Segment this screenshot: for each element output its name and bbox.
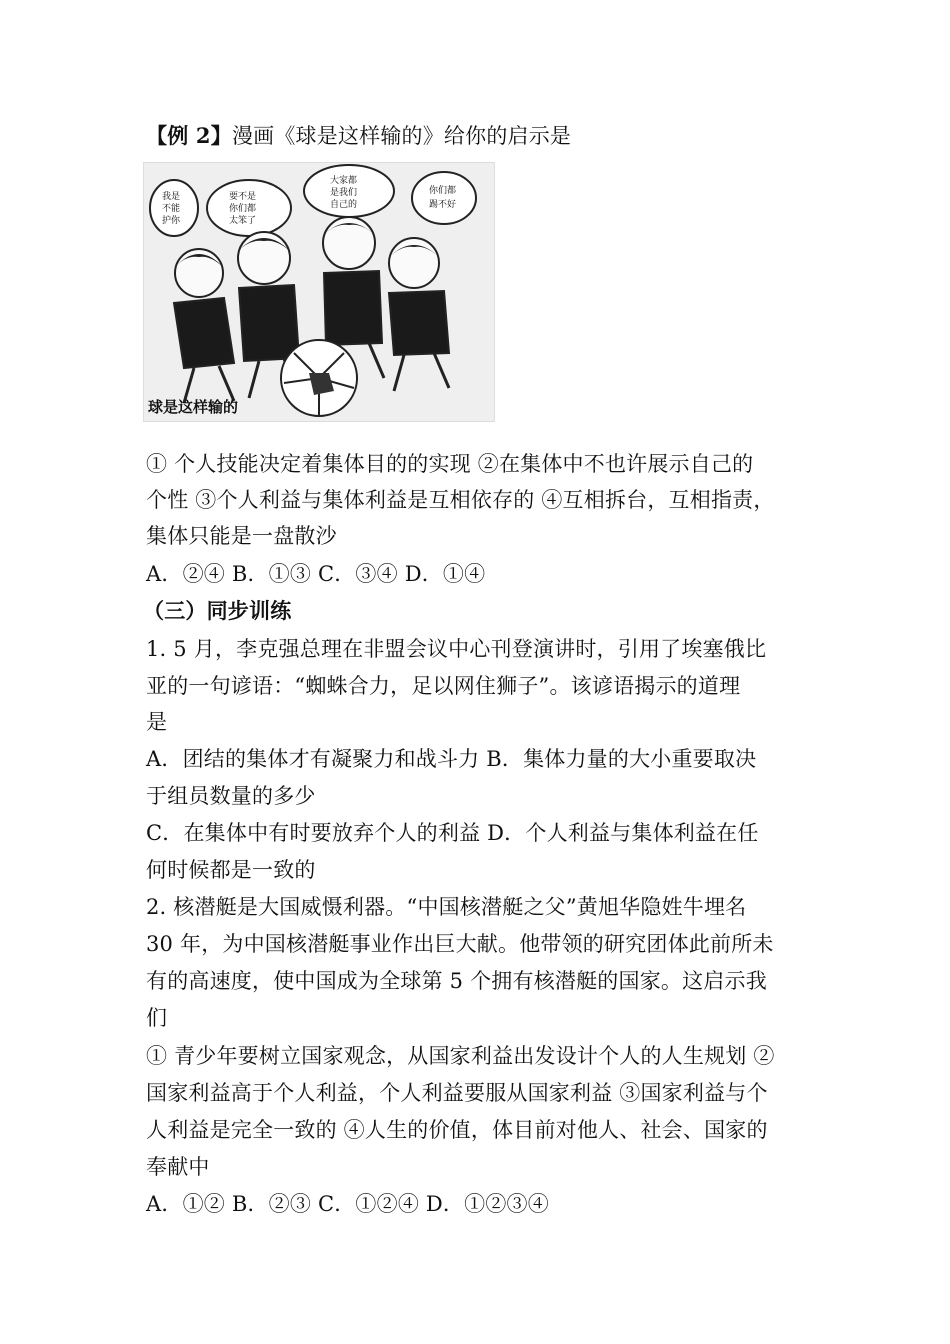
q1-line-1: 1. 5 月，李克强总理在非盟会议中心刊登演讲时，引用了埃塞俄比 — [146, 637, 767, 661]
q1-line-5: 于组员数量的多少 — [146, 784, 316, 808]
bubble-4-line-1: 你们都 — [429, 186, 457, 196]
q2-line-2: 30 年，为中国核潜艇事业作出巨大献。他带领的研究团体此前所未 — [146, 932, 774, 956]
q2-line-4: 们 — [146, 1006, 168, 1030]
example-answers: A．②④ B．①③ C．③④ D．①④ — [146, 562, 486, 586]
q2-line-8: 奉献中 — [146, 1155, 210, 1179]
bubble-3-line-3: 自己的 — [330, 200, 358, 210]
q1-line-7: 何时候都是一致的 — [146, 858, 316, 882]
q2-line-3: 有的高速度，使中国成为全球第 5 个拥有核潜艇的国家。这启示我 — [146, 969, 767, 993]
cartoon-image — [143, 162, 495, 422]
bubble-2-line-3: 太笨了 — [229, 216, 257, 226]
q2-line-5: ① 青少年要树立国家观念，从国家利益出发设计个人的人生规划 ② — [146, 1044, 775, 1068]
bubble-3-line-2: 是我们 — [330, 188, 358, 198]
q2-line-6: 国家利益高于个人利益，个人利益要服从国家利益 ③国家利益与个 — [146, 1081, 768, 1105]
example-heading — [146, 118, 571, 154]
cartoon-drawing — [144, 163, 494, 421]
q1-line-3: 是 — [146, 710, 168, 734]
q1-line-6: C．在集体中有时要放弃个人的利益 D．个人利益与集体利益在任 — [146, 821, 759, 845]
section-title: （三）同步训练 — [143, 598, 292, 623]
example-options-line-1: ① 个人技能决定着集体目的的实现 ②在集体中不也许展示自己的 — [146, 452, 754, 476]
q2-line-1: 2. 核潜艇是大国威慑利器。“中国核潜艇之父”黄旭华隐姓牛埋名 — [146, 895, 747, 919]
bubble-1-line-1: 我是 — [162, 192, 181, 202]
example-label: 【例 2】 — [146, 123, 232, 148]
cartoon-caption: 球是这样输的 — [148, 398, 239, 416]
q2-line-7: 人利益是完全一致的 ④人生的价值，体目前对他人、社会、国家的 — [146, 1118, 768, 1142]
example-options-line-2: 个性 ③个人利益与集体利益是互相依存的 ④互相拆台，互相指责， — [146, 488, 775, 512]
bubble-2-line-1: 要不是 — [229, 192, 257, 202]
q2-answers: A．①② B．②③ C．①②④ D．①②③④ — [146, 1192, 549, 1216]
bubble-2-line-2: 你们都 — [229, 204, 257, 214]
bubble-1-line-2: 不能 — [162, 204, 181, 214]
bubble-3-line-1: 大家都 — [330, 176, 358, 186]
bubble-1-line-3: 护你 — [162, 216, 181, 226]
q1-line-2: 亚的一句谚语：“蜘蛛合力，足以网住狮子”。该谚语揭示的道理 — [146, 674, 741, 698]
bubble-4-line-2: 踢不好 — [429, 200, 457, 210]
example-options-line-3: 集体只能是一盘散沙 — [146, 524, 337, 548]
example-question: 漫画《球是这样输的》给你的启示是 — [231, 124, 572, 148]
q1-line-4: A．团结的集体才有凝聚力和战斗力 B．集体力量的大小重要取决 — [146, 747, 757, 771]
